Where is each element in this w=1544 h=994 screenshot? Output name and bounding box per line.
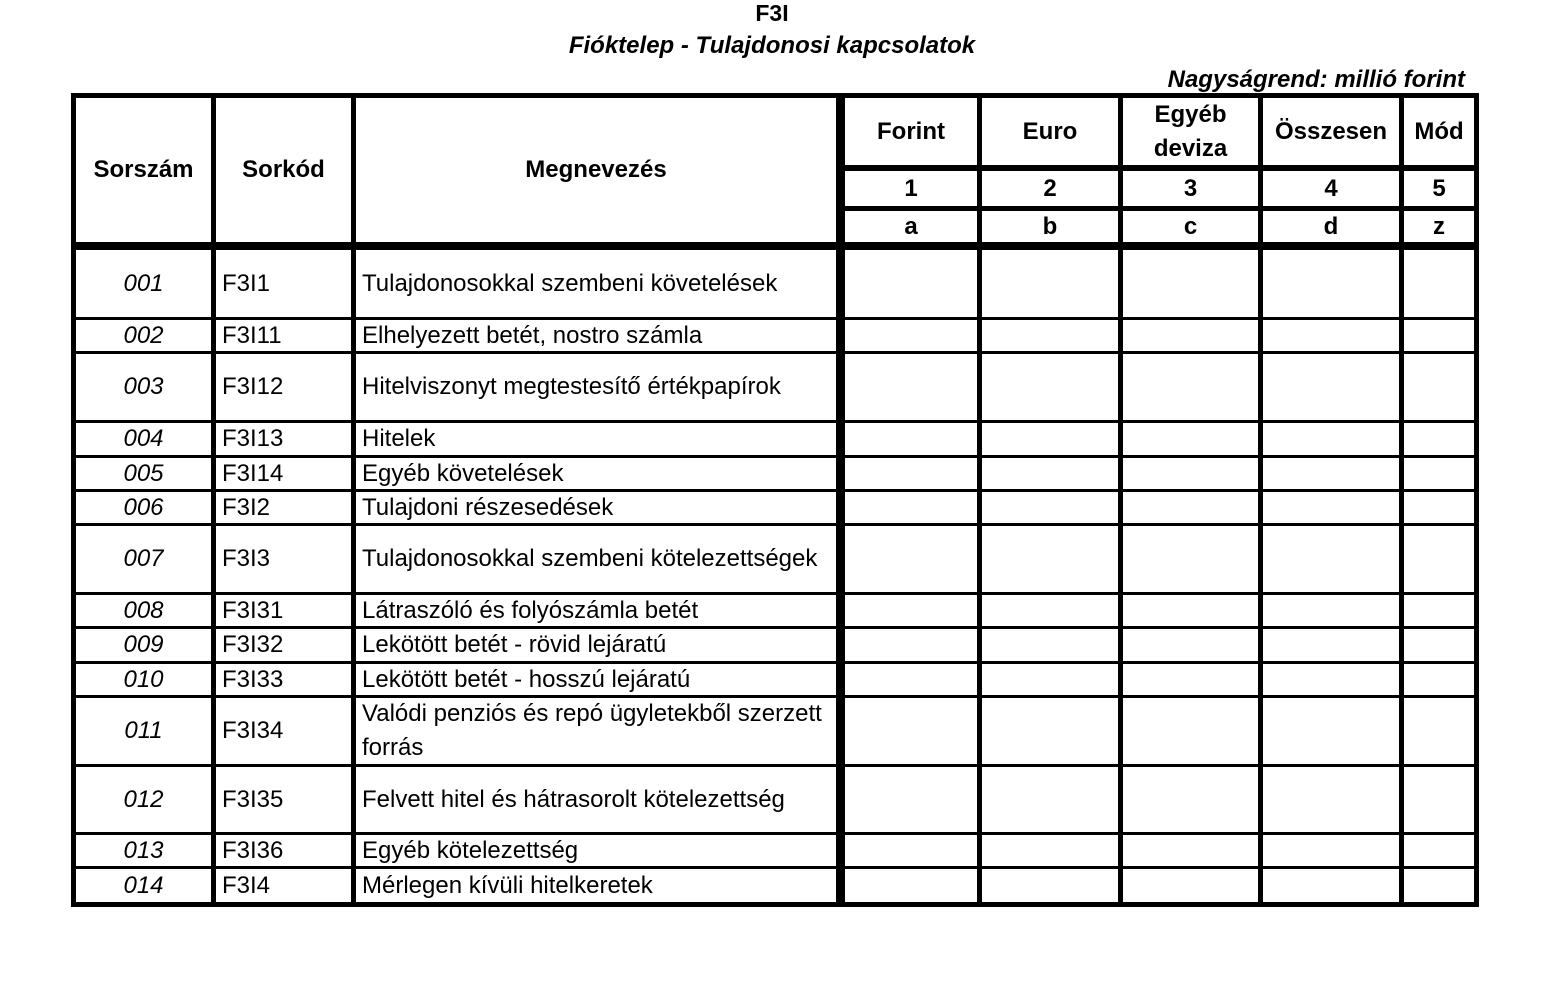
value-cell[interactable] [982, 698, 1118, 764]
row-number: 002 [123, 321, 164, 349]
header-megnevezes: Megnevezés [525, 156, 667, 183]
value-cell[interactable] [1404, 835, 1474, 866]
header-col-label: Egyéb deviza [1153, 100, 1228, 162]
unit-label: Nagyságrend: millió forint [1167, 66, 1465, 93]
value-cell[interactable] [1404, 767, 1474, 832]
value-cell[interactable] [1404, 492, 1474, 523]
row-number: 004 [123, 425, 164, 452]
header-col-number: 3 [1183, 174, 1198, 202]
row-name: Lekötött betét - rövid lejáratú [362, 631, 667, 658]
value-cell[interactable] [1404, 698, 1474, 764]
row-number: 013 [123, 836, 164, 864]
value-cell[interactable] [1123, 492, 1258, 523]
row-number: 011 [124, 717, 163, 744]
row-number: 001 [123, 269, 164, 297]
value-cell[interactable] [845, 869, 977, 902]
value-cell[interactable] [1404, 458, 1474, 489]
value-cell[interactable] [1404, 526, 1474, 592]
value-cell[interactable] [1263, 423, 1399, 455]
row-code: F3I33 [222, 665, 284, 693]
row-divider [76, 695, 1474, 698]
value-cell[interactable] [982, 664, 1118, 695]
header-col-label: Forint [877, 117, 945, 145]
value-cell[interactable] [1123, 629, 1258, 661]
row-name: Tulajdonosokkal szembeni kötelezettségek [362, 545, 818, 572]
row-number: 005 [123, 459, 164, 487]
row-code: F3I14 [222, 459, 284, 487]
value-cell[interactable] [1404, 595, 1474, 626]
row-number: 003 [123, 373, 164, 400]
value-cell[interactable] [1263, 526, 1399, 592]
value-cell[interactable] [1123, 698, 1258, 764]
value-cell[interactable] [1123, 767, 1258, 832]
row-name: Tulajdonosokkal szembeni követelések [362, 269, 778, 297]
header-col-letter: d [1323, 212, 1339, 240]
row-divider [76, 832, 1474, 835]
value-cell[interactable] [1263, 354, 1399, 420]
row-code: F3I11 [222, 321, 282, 349]
value-cell[interactable] [1263, 250, 1399, 317]
row-divider [76, 420, 1474, 423]
header-col-number: 4 [1324, 174, 1338, 202]
value-cell[interactable] [1263, 698, 1399, 764]
row-code: F3I34 [222, 717, 284, 744]
value-cell[interactable] [1123, 595, 1258, 626]
value-cell[interactable] [845, 320, 977, 351]
row-code: F3I31 [222, 596, 284, 624]
row-number: 009 [123, 631, 164, 658]
header-col-number: 5 [1432, 174, 1446, 202]
value-cell[interactable] [1123, 835, 1258, 866]
value-cell[interactable] [1263, 835, 1399, 866]
row-name: Egyéb követelések [362, 459, 564, 487]
row-name: Mérlegen kívüli hitelkeretek [362, 871, 653, 899]
row-divider [76, 351, 1474, 354]
row-name: Elhelyezett betét, nostro számla [362, 321, 703, 349]
value-cell[interactable] [1263, 595, 1399, 626]
value-cell[interactable] [982, 492, 1118, 523]
row-code: F3I1 [222, 269, 271, 297]
row-divider [76, 866, 1474, 869]
header-sorszam: Sorszám [93, 156, 194, 183]
row-code: F3I36 [222, 836, 284, 864]
row-name: Felvett hitel és hátrasorolt kötelezettség [362, 785, 785, 813]
value-cell[interactable] [982, 458, 1118, 489]
row-code: F3I13 [222, 425, 284, 452]
value-cell[interactable] [1404, 629, 1474, 661]
value-cell[interactable] [1123, 423, 1258, 455]
value-cell[interactable] [845, 250, 977, 317]
row-name: Hitelviszonyt megtestesítő értékpapírok [362, 373, 781, 400]
row-number: 012 [123, 785, 164, 813]
value-cell[interactable] [982, 595, 1118, 626]
value-cell[interactable] [982, 767, 1118, 832]
value-cell[interactable] [1404, 423, 1474, 455]
value-cell[interactable] [1123, 664, 1258, 695]
value-cell[interactable] [845, 835, 977, 866]
value-cell[interactable] [982, 869, 1118, 902]
value-cell[interactable] [845, 458, 977, 489]
row-divider [76, 317, 1474, 320]
header-col-number: 2 [1043, 174, 1057, 202]
row-code: F3I3 [222, 545, 271, 572]
value-cell[interactable] [1263, 767, 1399, 832]
row-code: F3I32 [222, 631, 284, 658]
header-col-label: Mód [1414, 117, 1464, 145]
row-divider [76, 523, 1474, 526]
row-code: F3I35 [222, 785, 284, 813]
header-body-divider [76, 242, 1474, 250]
value-cell[interactable] [1123, 354, 1258, 420]
header-col-letter: a [904, 212, 918, 240]
value-cell[interactable] [982, 250, 1118, 317]
value-cell[interactable] [1404, 250, 1474, 317]
value-cell[interactable] [845, 698, 977, 764]
value-cell[interactable] [1263, 458, 1399, 489]
header-col-label: Euro [1022, 117, 1078, 145]
value-cell[interactable] [982, 835, 1118, 866]
row-number: 010 [123, 665, 164, 693]
value-cell[interactable] [1263, 492, 1399, 523]
row-code: F3I2 [222, 493, 271, 521]
row-name: Egyéb kötelezettség [362, 836, 579, 864]
value-cell[interactable] [845, 767, 977, 832]
row-number: 008 [123, 596, 164, 624]
row-name: Valódi penziós és repó ügyletekből szerzett forrás [362, 700, 822, 761]
row-number: 007 [123, 545, 164, 572]
value-cell[interactable] [845, 664, 977, 695]
row-name: Tulajdoni részesedések [362, 493, 614, 521]
value-cell[interactable] [845, 354, 977, 420]
header-col-number: 1 [904, 174, 918, 202]
row-divider [76, 764, 1474, 767]
row-code: F3I12 [222, 373, 284, 400]
row-divider [76, 455, 1474, 458]
row-divider [76, 489, 1474, 492]
value-cell[interactable] [1404, 320, 1474, 351]
value-cell[interactable] [1123, 458, 1258, 489]
value-cell[interactable] [982, 354, 1118, 420]
value-cell[interactable] [1404, 869, 1474, 902]
row-number: 006 [123, 493, 164, 521]
row-name: Lekötött betét - hosszú lejáratú [362, 665, 691, 693]
header-col-label: Összesen [1274, 117, 1388, 145]
header-col-letter: c [1183, 212, 1198, 240]
value-cell[interactable] [1123, 250, 1258, 317]
row-number: 014 [123, 871, 164, 899]
header-sorkod: Sorkód [242, 156, 325, 183]
header-col-letter: b [1042, 212, 1058, 240]
row-divider [76, 592, 1474, 595]
value-cell[interactable] [845, 526, 977, 592]
value-cell[interactable] [1123, 526, 1258, 592]
column-divider [836, 93, 845, 907]
value-cell[interactable] [982, 629, 1118, 661]
row-divider [76, 661, 1474, 664]
row-name: Hitelek [362, 425, 436, 452]
row-divider [76, 626, 1474, 629]
value-cell[interactable] [845, 492, 977, 523]
row-code: F3I4 [222, 871, 271, 899]
row-name: Látraszóló és folyószámla betét [362, 596, 699, 624]
value-cell[interactable] [1263, 320, 1399, 351]
header-col-letter: z [1433, 212, 1445, 240]
value-cell[interactable] [1404, 664, 1474, 695]
value-cell[interactable] [1263, 629, 1399, 661]
value-cell[interactable] [1123, 320, 1258, 351]
value-cell[interactable] [845, 423, 977, 455]
form-code: F3I [755, 0, 789, 26]
form-title: Fióktelep - Tulajdonosi kapcsolatok [568, 32, 976, 59]
value-cell[interactable] [845, 629, 977, 661]
value-cell[interactable] [982, 423, 1118, 455]
value-cell[interactable] [845, 595, 977, 626]
value-cell[interactable] [982, 320, 1118, 351]
value-cell[interactable] [1404, 354, 1474, 420]
value-cell[interactable] [1263, 869, 1399, 902]
value-cell[interactable] [1263, 664, 1399, 695]
value-cell[interactable] [982, 526, 1118, 592]
value-cell[interactable] [1123, 869, 1258, 902]
